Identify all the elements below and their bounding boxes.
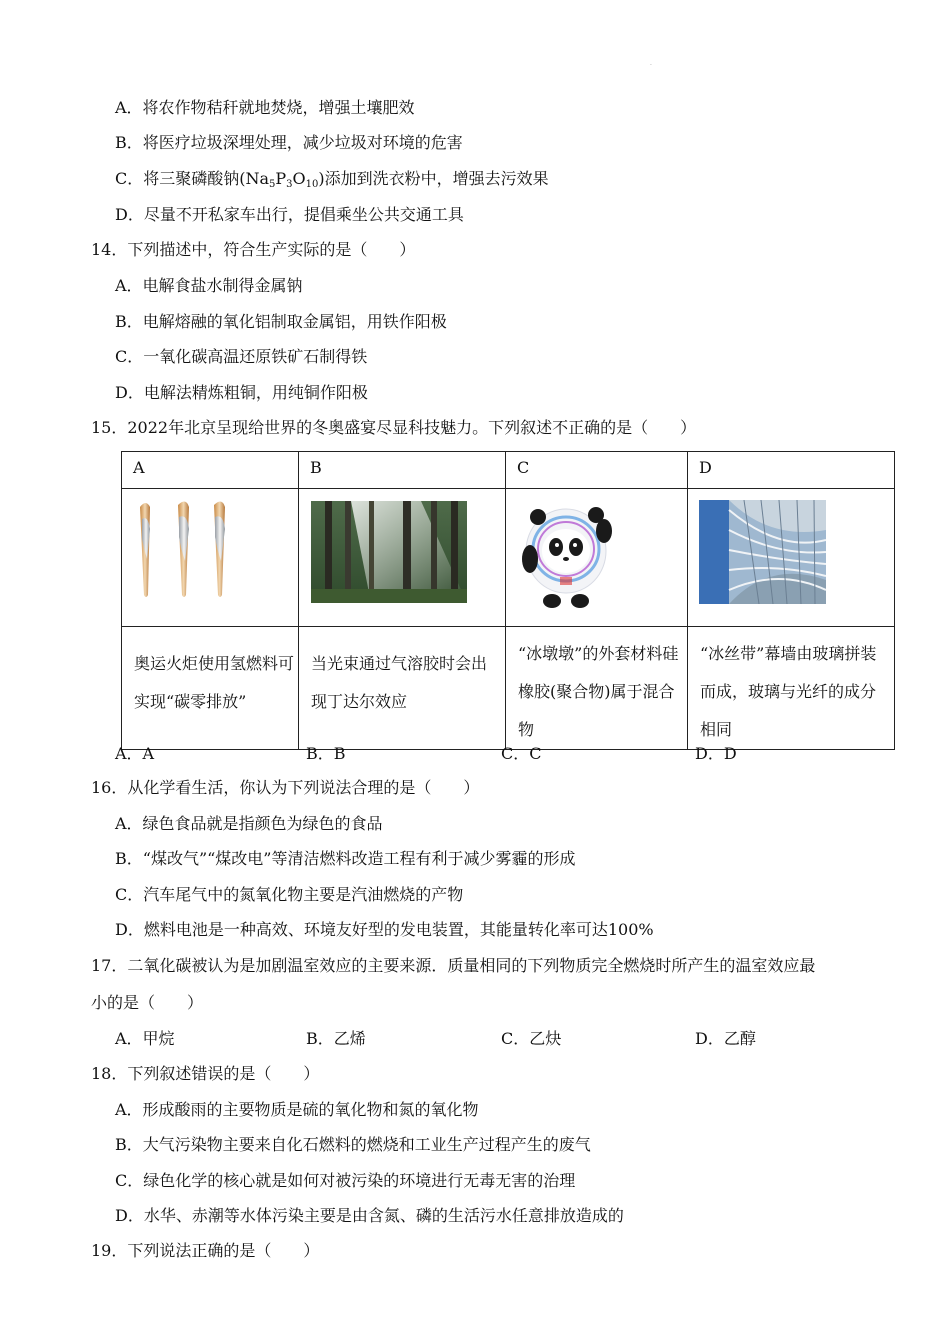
q18-stem: 18．下列叙述错误的是（ ） xyxy=(91,1064,320,1083)
q15-table xyxy=(121,451,895,750)
q14-stem: 14．下列描述中，符合生产实际的是（ ） xyxy=(91,240,416,259)
q16-option-c: C．汽车尾气中的氮氧化物主要是汽油燃烧的产物 xyxy=(115,885,464,904)
q14-option-a: A．电解食盐水制得金属钠 xyxy=(115,276,303,295)
q13-option-a: A．将农作物秸秆就地焚烧，增强土壤肥效 xyxy=(115,98,415,117)
image-cell-a xyxy=(122,489,299,627)
caption-cell-d xyxy=(688,627,895,750)
q18-option-a: A．形成酸雨的主要物质是硫的氧化物和氮的氧化物 xyxy=(115,1100,479,1119)
q19-stem: 19．下列说法正确的是（ ） xyxy=(91,1241,320,1260)
q17-option-a: A．甲烷 xyxy=(115,1029,175,1048)
image-cell-d xyxy=(688,489,895,627)
q14-option-c: C．一氧化碳高温还原铁矿石制得铁 xyxy=(115,347,368,366)
q15-answer-c: C．C xyxy=(501,744,542,763)
forest-light-image xyxy=(311,501,467,603)
header-cell-a: A xyxy=(122,452,299,489)
q13-option-d: D．尽量不开私家车出行，提倡乘坐公共交通工具 xyxy=(115,205,464,224)
caption-cell-b xyxy=(299,627,506,750)
torch-image xyxy=(132,499,232,609)
q16-option-a: A．绿色食品就是指颜色为绿色的食品 xyxy=(115,814,383,833)
image-cell-c xyxy=(506,489,688,627)
q15-answer-d: D．D xyxy=(695,744,737,763)
q15-stem: 15．2022年北京呈现给世界的冬奥盛宴尽显科技魅力。下列叙述不正确的是（ ） xyxy=(91,418,697,437)
q15-answer-b: B．B xyxy=(306,744,346,763)
q17-option-d: D．乙醇 xyxy=(695,1029,756,1048)
q17-option-c: C．乙炔 xyxy=(501,1029,562,1048)
q15-answer-a: A．A xyxy=(115,744,155,763)
image-cell-b xyxy=(299,489,506,627)
caption-cell-a xyxy=(122,627,299,750)
q17-stem-line2: 小的是（ ） xyxy=(91,993,204,1012)
ice-ribbon-image xyxy=(699,500,826,604)
header-cell-d: D xyxy=(688,452,895,489)
q17-stem-line1: 17．二氧化碳被认为是加剧温室效应的主要来源．质量相同的下列物质完全燃烧时所产生的温室效应最 xyxy=(91,956,816,975)
q16-option-b: B．“煤改气”“煤改电”等清洁燃料改造工程有利于减少雾霾的形成 xyxy=(115,849,576,868)
q14-option-d: D．电解法精炼粗铜，用纯铜作阳极 xyxy=(115,383,368,402)
caption-c: “冰墩墩”的外套材料硅橡胶(聚合物)属于混合物 xyxy=(518,644,679,739)
q14-option-b: B．电解熔融的氧化铝制取金属铝，用铁作阳极 xyxy=(115,312,447,331)
page-mark: · xyxy=(650,62,652,69)
bing-dwen-dwen-image xyxy=(518,501,618,611)
caption-a: 奥运火炬使用氢燃料可实现“碳零排放” xyxy=(134,654,295,711)
q18-option-b: B．大气污染物主要来自化石燃料的燃烧和工业生产过程产生的废气 xyxy=(115,1135,591,1154)
caption-d: “冰丝带”幕墙由玻璃拼装而成，玻璃与光纤的成分相同 xyxy=(700,644,877,739)
q13-option-b: B．将医疗垃圾深埋处理，减少垃圾对环境的危害 xyxy=(115,133,463,152)
header-cell-b: B xyxy=(299,452,506,489)
q18-option-d: D．水华、赤潮等水体污染主要是由含氮、磷的生活污水任意排放造成的 xyxy=(115,1206,624,1225)
q16-stem: 16．从化学看生活，你认为下列说法合理的是（ ） xyxy=(91,778,480,797)
header-cell-c: C xyxy=(506,452,688,489)
q13-option-c: C．将三聚磷酸钠$(Na_5P_3O_{10})$添加到洗衣粉中，增强去污效果 xyxy=(115,169,549,190)
q16-option-d: D．燃料电池是一种高效、环境友好型的发电装置，其能量转化率可达100% xyxy=(115,920,654,939)
q18-option-c: C．绿色化学的核心就是如何对被污染的环境进行无毒无害的治理 xyxy=(115,1171,576,1190)
caption-b: 当光束通过气溶胶时会出现丁达尔效应 xyxy=(311,654,488,711)
caption-cell-c xyxy=(506,627,688,750)
q17-option-b: B．乙烯 xyxy=(306,1029,366,1048)
